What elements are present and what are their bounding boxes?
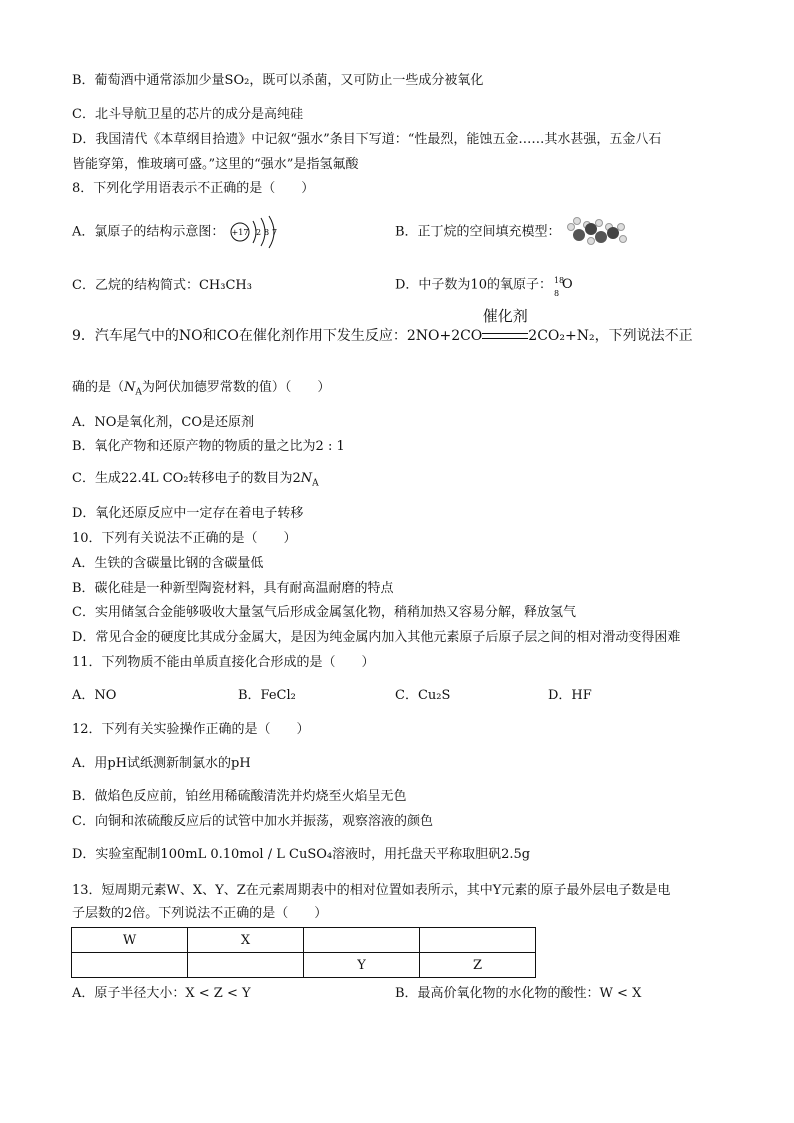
table-cell: Z <box>420 953 536 978</box>
q11-option-b: B．FeCl₂ <box>238 688 296 703</box>
q13-stem-line2: 子层数的2倍。下列说法不正确的是（ ） <box>72 906 328 921</box>
q12-option-b: B．做焰色反应前，铂丝用稀硫酸清洗并灼烧至火焰呈无色 <box>72 789 407 804</box>
atom-nucleus-label: +17 <box>231 228 248 237</box>
q10-stem: 10．下列有关说法不正确的是（ ） <box>72 531 297 546</box>
q8-option-b-label: B．正丁烷的空间填充模型： <box>395 224 561 240</box>
q12-option-d: D．实验室配制100mL 0.10mol / L CuSO₄溶液时，用托盘天平称取胆矾2.5g <box>72 847 531 862</box>
q9-stem-line1 <box>72 307 734 345</box>
q10-option-a: A．生铁的含碳量比钢的含碳量低 <box>72 556 264 571</box>
q7-option-c: C．北斗导航卫星的芯片的成分是高纯硅 <box>72 107 303 122</box>
table-cell: X <box>188 928 304 953</box>
atom-shell-3: 7 <box>271 228 277 237</box>
q12-stem: 12．下列有关实验操作正确的是（ ） <box>72 722 310 737</box>
q12-option-c: C．向铜和浓硫酸反应后的试管中加水并振荡，观察溶液的颜色 <box>72 814 433 829</box>
q9-option-c: C．生成22.4L CO₂转移电子的数目为$2N_A$ <box>72 471 319 489</box>
table-cell <box>188 953 304 978</box>
q9-option-a: A．NO是氧化剂，CO是还原剂 <box>72 415 255 430</box>
catalyst-label: 催化剂 <box>482 307 528 325</box>
butane-space-filling-model-icon <box>565 215 629 249</box>
table-row <box>72 928 536 953</box>
q7-option-d-line2: 皆能穿第，惟玻璃可盛。”这里的“强水”是指氢氟酸 <box>72 157 359 172</box>
q9-option-b: B．氧化产物和还原产物的物质的量之比为2 : 1 <box>72 439 345 454</box>
q12-option-a: A．用pH试纸测新制氯水的pH <box>72 756 251 771</box>
table-cell: Y <box>304 953 420 978</box>
atom-shell-2: 8 <box>263 228 269 237</box>
q7-option-b: B．葡萄酒中通常添加少量SO₂，既可以杀菌，又可防止一些成分被氧化 <box>72 73 484 88</box>
q8-option-b <box>395 215 629 249</box>
q13-option-a: A．原子半径大小：X < Z < Y <box>72 986 251 1001</box>
oxygen-symbol: O <box>561 277 573 292</box>
q8-option-a-label: A．氯原子的结构示意图： <box>72 224 225 240</box>
q9-stem-part1: 9．汽车尾气中的NO和CO在催化剂作用下发生反应：2NO+2CO <box>72 328 483 344</box>
q9-stem-line2: 确的是（$N_A$为阿伏加德罗常数的值）（ ） <box>72 380 331 398</box>
q8-stem: 8．下列化学用语表示不正确的是（ ） <box>72 181 315 196</box>
q9-stem-part2: 2CO₂+N₂，下列说法不正 <box>528 328 693 344</box>
q10-option-d: D．常见合金的硬度比其成分金属大，是因为纯金属内加入其他元素原子后原子层之间的相对滑动变得困难 <box>72 630 681 645</box>
q7-option-d-line1: D．我国清代《本草纲目拾遗》中记叙“强水”条目下写道：“性最烈，能蚀五金……其水甚强，五金八石 <box>72 132 662 147</box>
q11-option-a: A．NO <box>72 688 117 703</box>
table-cell: W <box>72 928 188 953</box>
catalyst-arrow <box>482 307 528 345</box>
chlorine-atom-diagram-icon <box>229 215 285 249</box>
q10-option-c: C．实用储氢合金能够吸收大量氢气后形成金属氢化物，稍稍加热又容易分解，释放氢气 <box>72 605 576 620</box>
q8-option-d-label: D．中子数为10的氧原子： <box>395 277 552 293</box>
q13-option-b: B．最高价氧化物的水化物的酸性：W < X <box>395 986 642 1001</box>
q13-stem-line1: 13．短周期元素W、X、Y、Z在元素周期表中的相对位置如表所示，其中Y元素的原子最外层电子数是电 <box>72 883 671 898</box>
table-row <box>72 953 536 978</box>
q11-option-d: D．HF <box>548 688 592 703</box>
table-cell <box>420 928 536 953</box>
q8-option-d <box>395 274 573 296</box>
table-cell <box>304 928 420 953</box>
q11-option-c: C．Cu₂S <box>395 688 451 703</box>
q8-option-c: C．乙烷的结构简式：CH₃CH₃ <box>72 278 252 293</box>
periodic-position-table <box>71 927 536 978</box>
table-cell <box>72 953 188 978</box>
atom-shell-1: 2 <box>255 228 261 237</box>
q11-stem: 11．下列物质不能由单质直接化合形成的是（ ） <box>72 655 375 670</box>
oxygen-isotope-notation: 18 8 <box>553 276 565 298</box>
q10-option-b: B．碳化硅是一种新型陶瓷材料，具有耐高温耐磨的特点 <box>72 581 394 596</box>
q9-option-d: D．氧化还原反应中一定存在着电子转移 <box>72 506 304 521</box>
